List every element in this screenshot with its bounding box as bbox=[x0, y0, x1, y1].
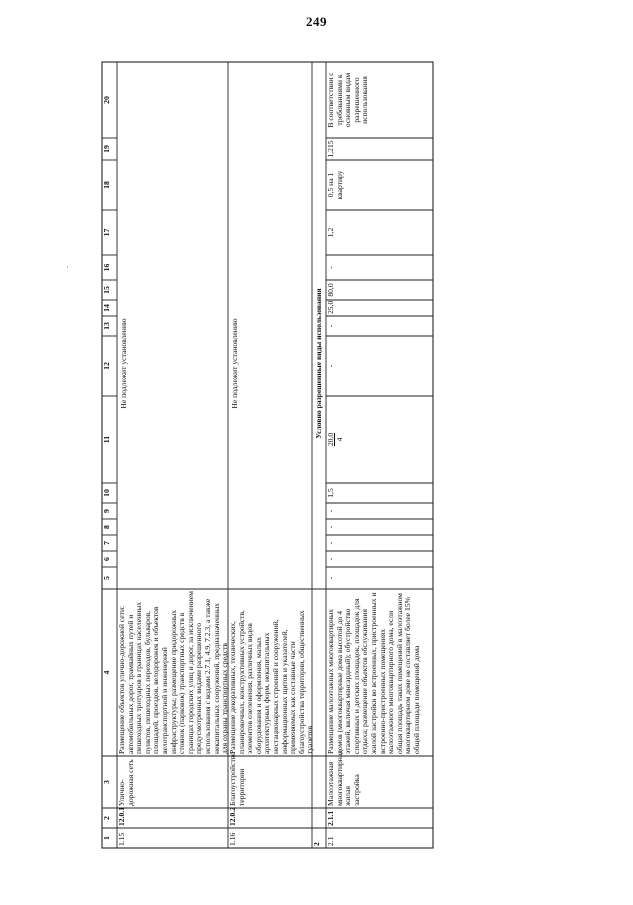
row-1-16-number: 1.16 bbox=[228, 832, 237, 846]
row-2-1-description: Размещение малоэтажных многоквартирных домов (многоквартирные дома высотой до 4 этажей, включая мансардный); обустройство спортивных и детских площадок, площадок для отдыха; размещение объектов обслуживания жилой застройки во встроенных, пристроенных и встроенно-пристроенных помещениях малоэтажного многоквартирного дома, если общая площадь таких помещений в малоэтажном многоквартирном доме не составляет более 15% общей площади помещений дома bbox=[326, 592, 421, 754]
row-2-1-col-6: - bbox=[326, 557, 335, 561]
row-2-1-code: 2.1.1 bbox=[326, 810, 335, 826]
header-col-2: 2 bbox=[102, 816, 111, 820]
header-col-6: 6 bbox=[102, 557, 111, 561]
header-col-9: 9 bbox=[102, 509, 111, 513]
header-col-3: 3 bbox=[102, 780, 111, 784]
row-2-1-col-9: - bbox=[326, 509, 335, 513]
row-2-1-col-17: 1,2 bbox=[326, 227, 335, 238]
header-col-13: 13 bbox=[102, 322, 111, 330]
row-1-16-note: Не подлежит установлению bbox=[230, 318, 239, 409]
section-2-number: 2 bbox=[312, 842, 321, 846]
row-2-1-col-10: 1,5 bbox=[326, 488, 335, 498]
header-col-18: 18 bbox=[102, 181, 111, 189]
row-1-15-code: 12.0.1 bbox=[117, 807, 126, 826]
row-2-1-col-13: - bbox=[326, 324, 335, 328]
header-col-8: 8 bbox=[102, 525, 111, 529]
row-2-1-col-18: 0,5 на 1 квартиру bbox=[326, 170, 344, 200]
row-2-1-col-20: В соответствии с требованиями к основным видам разрешенного использования bbox=[326, 72, 370, 128]
row-1-15-description: Размещение объектов улично-дорожной сети: автомобильных дорог, трамвайных путей и пешеходных тротуаров в границах населенных пунктов, пешеходных переходов, бульваров, площадей, проездов, велодорожек и объектов велотранспортной и инженерной инфраструктуры; размещение придорожных стоянок (парковок) транспортных средств в границах городских улиц и дорог, за исключением предусмотренных видами разрешенного использования с кодами 2.7.1, 4.9, 7.2.3, а также некапитальных сооружений, предназначенных для охраны транспортных средств bbox=[117, 591, 230, 754]
row-1-16-description: Размещение декоративных, технических, планировочных, конструктивных устройств, элементов озеленения, различных видов оборудования и оформления, малых архитектурных форм, некапитальных нестационарных строений и сооружений, информационных щитов и указателей, применяемых как составные части благоустройства территории, общественных туалетов bbox=[228, 610, 315, 754]
row-2-1-col-19: 1,215 bbox=[326, 140, 335, 158]
header-col-17: 17 bbox=[102, 228, 111, 237]
header-col-20: 20 bbox=[102, 96, 111, 104]
row-1-15-number: 1.15 bbox=[117, 832, 126, 846]
header-col-19: 19 bbox=[102, 145, 111, 153]
row-1-15-name: Улично-дорожная сеть bbox=[117, 759, 135, 806]
header-col-16: 16 bbox=[102, 263, 111, 272]
page-number: 249 bbox=[306, 14, 327, 29]
row-1-16-code: 12.0.2 bbox=[228, 807, 237, 826]
header-col-4: 4 bbox=[102, 670, 111, 675]
header-col-7: 7 bbox=[102, 541, 111, 545]
row-2-1-col-11 bbox=[326, 396, 345, 483]
header-col-10: 10 bbox=[102, 489, 111, 497]
row-2-1-col-16: - bbox=[326, 266, 335, 269]
section-2-title: Условно разрешенные виды использования bbox=[314, 288, 323, 439]
scan-mark: · bbox=[66, 262, 69, 272]
row-2-1-number: 2.1 bbox=[326, 836, 335, 846]
header-col-11: 11 bbox=[102, 435, 111, 444]
row-1-16-name: Благоустройство территории bbox=[228, 751, 246, 806]
row-2-1-col-14: 25,0 bbox=[326, 300, 335, 314]
header-col-14: 14 bbox=[102, 304, 111, 312]
row-2-1-col-15: 80,0 bbox=[326, 283, 335, 297]
row-2-1-col-7: - bbox=[326, 541, 335, 545]
header-col-12: 12 bbox=[102, 362, 111, 370]
row-2-1-col-12: - bbox=[326, 364, 335, 368]
row-1-15-note: Не подлежит установлению bbox=[119, 318, 128, 409]
row-2-1-col-11-bottom: 4 bbox=[334, 437, 344, 442]
row-2-1-col-8: - bbox=[326, 525, 335, 529]
row-2-1-col-5: - bbox=[326, 576, 335, 580]
header-col-5: 5 bbox=[102, 576, 111, 580]
row-2-1-name: Малоэтажная многоквартирная жилая застройка bbox=[326, 750, 361, 806]
header-col-15: 15 bbox=[102, 286, 111, 294]
land-use-table bbox=[102, 62, 433, 848]
header-col-1: 1 bbox=[102, 836, 111, 840]
row-2-1-col-11-top: 20,0 bbox=[326, 432, 335, 447]
